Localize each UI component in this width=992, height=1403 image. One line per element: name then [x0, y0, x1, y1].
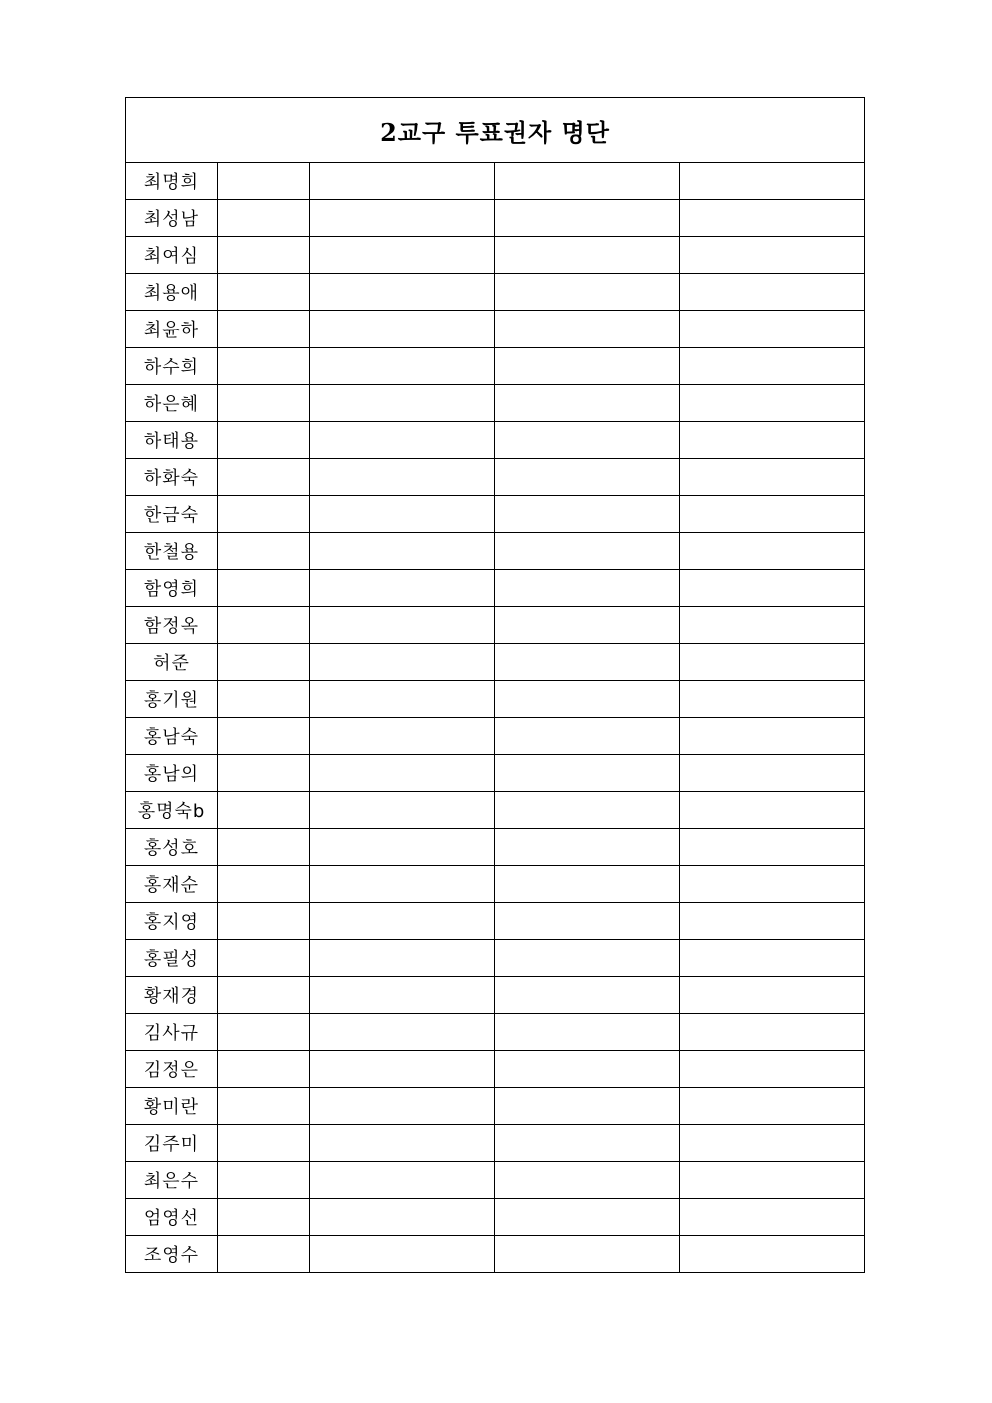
empty-cell — [495, 274, 680, 311]
empty-cell — [495, 533, 680, 570]
empty-cell — [495, 163, 680, 200]
voter-row — [126, 681, 865, 718]
voter-row — [126, 1199, 865, 1236]
empty-cell — [218, 607, 310, 644]
empty-cell — [310, 311, 495, 348]
voter-row — [126, 200, 865, 237]
voter-name: 홍필성 — [126, 940, 218, 977]
empty-cell — [680, 1014, 865, 1051]
empty-cell — [680, 1162, 865, 1199]
empty-cell — [218, 1014, 310, 1051]
empty-cell — [310, 200, 495, 237]
empty-cell — [310, 348, 495, 385]
empty-cell — [680, 1125, 865, 1162]
empty-cell — [495, 940, 680, 977]
empty-cell — [310, 1162, 495, 1199]
empty-cell — [495, 311, 680, 348]
empty-cell — [310, 1236, 495, 1273]
empty-cell — [495, 1125, 680, 1162]
empty-cell — [680, 237, 865, 274]
empty-cell — [495, 829, 680, 866]
voter-row — [126, 459, 865, 496]
empty-cell — [218, 311, 310, 348]
empty-cell — [680, 940, 865, 977]
empty-cell — [680, 644, 865, 681]
voter-name: 김정은 — [126, 1051, 218, 1088]
empty-cell — [218, 274, 310, 311]
empty-cell — [310, 570, 495, 607]
empty-cell — [218, 1162, 310, 1199]
empty-cell — [680, 718, 865, 755]
empty-cell — [495, 866, 680, 903]
empty-cell — [680, 533, 865, 570]
voter-row — [126, 1125, 865, 1162]
empty-cell — [495, 607, 680, 644]
empty-cell — [680, 792, 865, 829]
voter-row — [126, 1236, 865, 1273]
voter-row — [126, 274, 865, 311]
empty-cell — [495, 977, 680, 1014]
voter-name: 황미란 — [126, 1088, 218, 1125]
empty-cell — [310, 681, 495, 718]
empty-cell — [310, 755, 495, 792]
voter-name: 한철용 — [126, 533, 218, 570]
voter-row — [126, 570, 865, 607]
empty-cell — [218, 940, 310, 977]
empty-cell — [495, 348, 680, 385]
voter-row — [126, 718, 865, 755]
voter-name: 함정옥 — [126, 607, 218, 644]
empty-cell — [218, 1236, 310, 1273]
voter-name: 홍재순 — [126, 866, 218, 903]
empty-cell — [310, 274, 495, 311]
empty-cell — [310, 385, 495, 422]
voter-name: 홍성호 — [126, 829, 218, 866]
empty-cell — [680, 459, 865, 496]
empty-cell — [495, 570, 680, 607]
voter-name: 최용애 — [126, 274, 218, 311]
empty-cell — [680, 311, 865, 348]
empty-cell — [495, 1014, 680, 1051]
empty-cell — [218, 829, 310, 866]
empty-cell — [310, 644, 495, 681]
empty-cell — [495, 792, 680, 829]
voter-row — [126, 940, 865, 977]
empty-cell — [680, 607, 865, 644]
voter-row — [126, 866, 865, 903]
empty-cell — [310, 792, 495, 829]
empty-cell — [218, 644, 310, 681]
voter-name: 함영희 — [126, 570, 218, 607]
empty-cell — [310, 1088, 495, 1125]
empty-cell — [310, 1125, 495, 1162]
empty-cell — [310, 866, 495, 903]
empty-cell — [310, 459, 495, 496]
empty-cell — [218, 570, 310, 607]
empty-cell — [495, 1051, 680, 1088]
voter-name: 김주미 — [126, 1125, 218, 1162]
voter-row — [126, 1088, 865, 1125]
empty-cell — [310, 422, 495, 459]
empty-cell — [495, 496, 680, 533]
voter-row — [126, 348, 865, 385]
voter-list-body — [126, 98, 865, 1273]
empty-cell — [680, 422, 865, 459]
title-row — [126, 98, 865, 163]
empty-cell — [495, 385, 680, 422]
voter-name: 황재경 — [126, 977, 218, 1014]
voter-row — [126, 755, 865, 792]
voter-row — [126, 311, 865, 348]
empty-cell — [680, 200, 865, 237]
empty-cell — [680, 977, 865, 1014]
voter-row — [126, 163, 865, 200]
voter-name: 홍명숙b — [126, 792, 218, 829]
voter-name: 조영수 — [126, 1236, 218, 1273]
empty-cell — [680, 1236, 865, 1273]
empty-cell — [495, 903, 680, 940]
empty-cell — [218, 1125, 310, 1162]
empty-cell — [680, 829, 865, 866]
voter-name: 홍지영 — [126, 903, 218, 940]
empty-cell — [218, 459, 310, 496]
empty-cell — [495, 1088, 680, 1125]
empty-cell — [495, 200, 680, 237]
voter-name: 하태용 — [126, 422, 218, 459]
voter-row — [126, 422, 865, 459]
voter-name: 한금숙 — [126, 496, 218, 533]
voter-name: 홍기원 — [126, 681, 218, 718]
empty-cell — [218, 496, 310, 533]
voter-list-table — [125, 97, 865, 1273]
empty-cell — [218, 1088, 310, 1125]
empty-cell — [310, 903, 495, 940]
empty-cell — [680, 274, 865, 311]
voter-row — [126, 496, 865, 533]
empty-cell — [310, 940, 495, 977]
empty-cell — [218, 533, 310, 570]
empty-cell — [495, 718, 680, 755]
voter-name: 엄영선 — [126, 1199, 218, 1236]
empty-cell — [495, 459, 680, 496]
voter-row — [126, 903, 865, 940]
empty-cell — [218, 1051, 310, 1088]
voter-name: 홍남숙 — [126, 718, 218, 755]
empty-cell — [680, 755, 865, 792]
voter-row — [126, 237, 865, 274]
document-title: 2교구 투표권자 명단 — [126, 98, 865, 163]
voter-row — [126, 644, 865, 681]
voter-row — [126, 1162, 865, 1199]
empty-cell — [310, 237, 495, 274]
voter-name: 최윤하 — [126, 311, 218, 348]
empty-cell — [310, 1051, 495, 1088]
empty-cell — [218, 163, 310, 200]
voter-row — [126, 829, 865, 866]
voter-row — [126, 533, 865, 570]
voter-name: 하화숙 — [126, 459, 218, 496]
empty-cell — [495, 1236, 680, 1273]
empty-cell — [680, 1088, 865, 1125]
voter-name: 김사규 — [126, 1014, 218, 1051]
voter-name: 하은혜 — [126, 385, 218, 422]
empty-cell — [680, 866, 865, 903]
voter-name: 허준 — [126, 644, 218, 681]
empty-cell — [310, 829, 495, 866]
empty-cell — [680, 570, 865, 607]
empty-cell — [680, 348, 865, 385]
empty-cell — [680, 681, 865, 718]
voter-row — [126, 1014, 865, 1051]
empty-cell — [680, 1051, 865, 1088]
empty-cell — [218, 237, 310, 274]
empty-cell — [495, 1162, 680, 1199]
empty-cell — [310, 1014, 495, 1051]
empty-cell — [495, 422, 680, 459]
empty-cell — [218, 718, 310, 755]
voter-row — [126, 977, 865, 1014]
empty-cell — [218, 348, 310, 385]
empty-cell — [310, 533, 495, 570]
empty-cell — [495, 755, 680, 792]
empty-cell — [218, 385, 310, 422]
empty-cell — [495, 1199, 680, 1236]
empty-cell — [310, 607, 495, 644]
voter-row — [126, 792, 865, 829]
empty-cell — [680, 496, 865, 533]
empty-cell — [495, 237, 680, 274]
empty-cell — [680, 385, 865, 422]
voter-name: 최여심 — [126, 237, 218, 274]
empty-cell — [310, 163, 495, 200]
empty-cell — [218, 903, 310, 940]
empty-cell — [218, 792, 310, 829]
empty-cell — [310, 496, 495, 533]
empty-cell — [495, 681, 680, 718]
voter-row — [126, 1051, 865, 1088]
empty-cell — [680, 163, 865, 200]
empty-cell — [218, 422, 310, 459]
empty-cell — [310, 718, 495, 755]
empty-cell — [218, 866, 310, 903]
voter-row — [126, 607, 865, 644]
empty-cell — [310, 1199, 495, 1236]
empty-cell — [218, 200, 310, 237]
empty-cell — [310, 977, 495, 1014]
voter-name: 하수희 — [126, 348, 218, 385]
voter-name: 최은수 — [126, 1162, 218, 1199]
empty-cell — [495, 644, 680, 681]
empty-cell — [218, 977, 310, 1014]
voter-name: 최성남 — [126, 200, 218, 237]
voter-name: 최명희 — [126, 163, 218, 200]
empty-cell — [680, 1199, 865, 1236]
empty-cell — [218, 1199, 310, 1236]
empty-cell — [680, 903, 865, 940]
voter-row — [126, 385, 865, 422]
empty-cell — [218, 755, 310, 792]
empty-cell — [218, 681, 310, 718]
voter-name: 홍남의 — [126, 755, 218, 792]
